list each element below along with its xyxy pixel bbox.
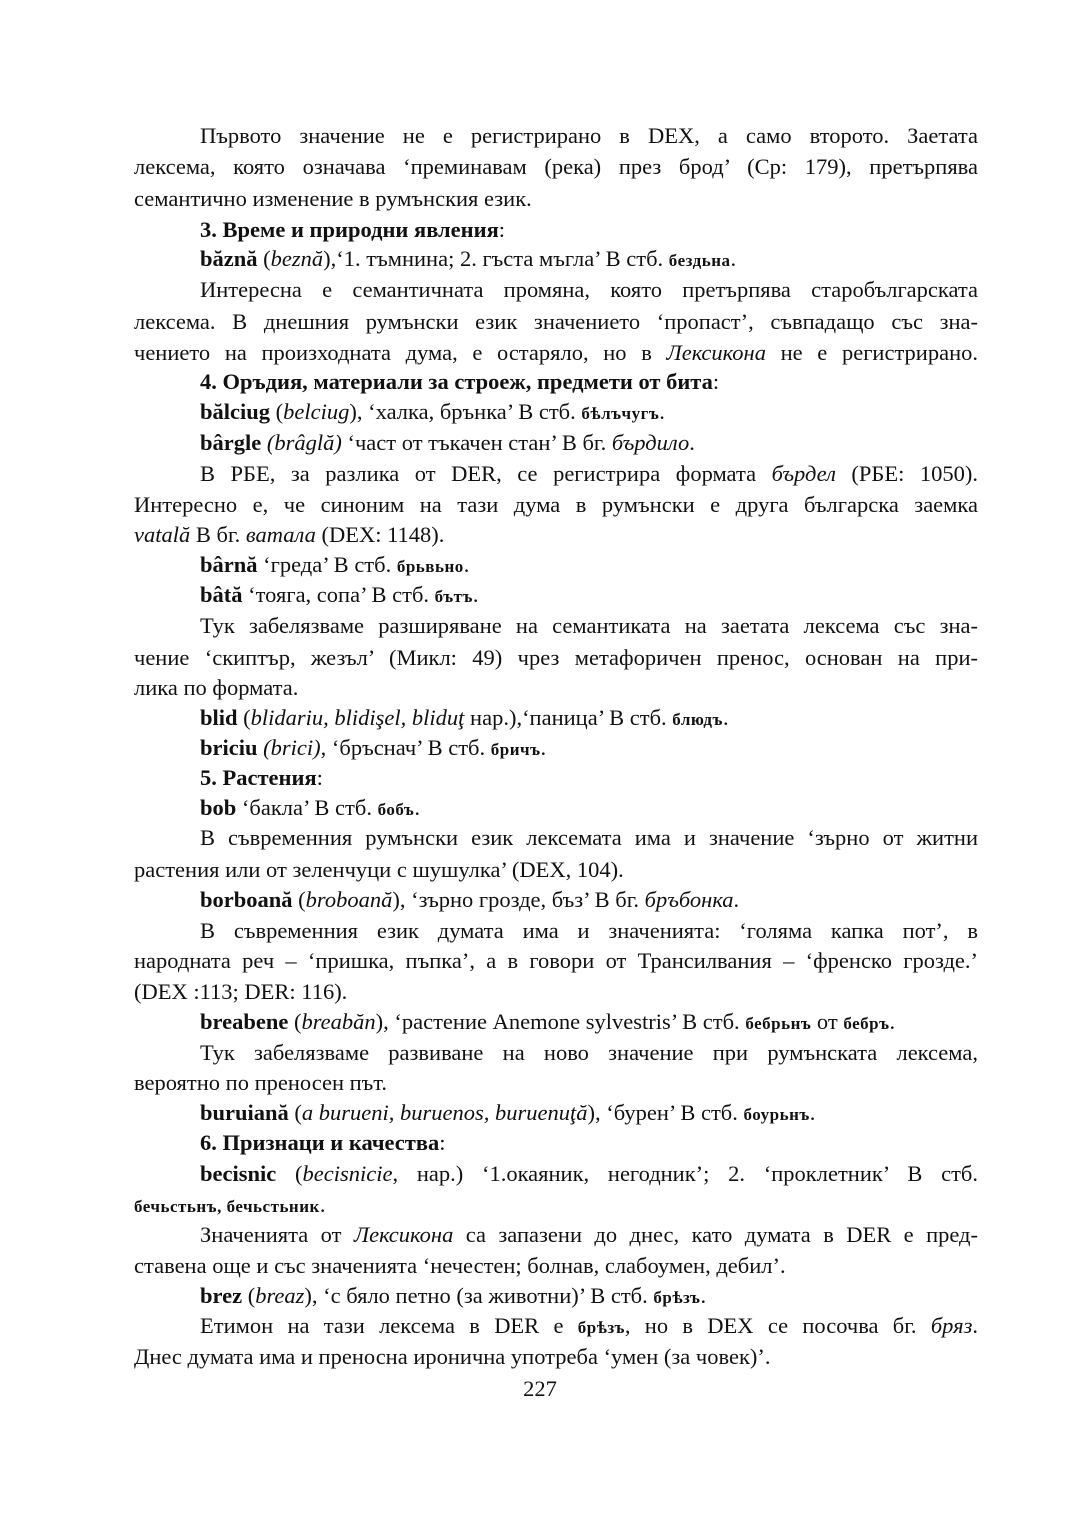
dictionary-entry bbox=[200, 1007, 978, 1037]
dictionary-entry bbox=[200, 428, 978, 458]
bold-text: breabene bbox=[200, 1009, 289, 1034]
text-segment: Първото значение не е регистрирано в DEX, а само второто. Заетата bbox=[200, 123, 978, 148]
text-segment: , но в DEX се посочва бг. bbox=[624, 1313, 931, 1338]
text-line bbox=[134, 643, 978, 673]
dictionary-entry bbox=[200, 1159, 978, 1189]
text-segment: В бг. bbox=[190, 522, 246, 547]
text-segment: В съвременния румънски език лексемата има и значение ‘зърно от житни bbox=[200, 825, 978, 850]
text-segment: са запазени до днес, като думата в DER е пред- bbox=[453, 1222, 978, 1247]
old-slavonic-word: боурьнъ bbox=[743, 1105, 810, 1124]
text-line bbox=[134, 338, 978, 368]
italic-text: бърдило bbox=[611, 430, 690, 455]
italic-text: becisnicie bbox=[302, 1161, 393, 1186]
bold-text: bârnă bbox=[200, 552, 258, 577]
text-segment: : bbox=[316, 765, 323, 790]
dictionary-entry bbox=[200, 793, 978, 823]
text-line bbox=[134, 977, 978, 1007]
dictionary-entry bbox=[200, 1281, 978, 1311]
italic-text: breabăn bbox=[301, 1009, 376, 1034]
text-segment: лексема. В днешния румънски език значението ‘пропаст’, съвпадащо със зна- bbox=[134, 309, 978, 334]
bold-text: 3. Време и природни явления bbox=[200, 217, 499, 242]
italic-text: (brâglă) bbox=[266, 430, 342, 455]
text-segment: от bbox=[811, 1009, 844, 1034]
text-segment: ( bbox=[270, 399, 284, 424]
text-segment: . bbox=[414, 795, 420, 820]
old-slavonic-word: бечьстьнъ, бечьстьник bbox=[134, 1197, 320, 1216]
bold-text: 6. Признаци и качества bbox=[200, 1130, 440, 1155]
text-line bbox=[200, 823, 978, 853]
old-slavonic-word: бричъ bbox=[490, 740, 541, 759]
bold-text: bârgle bbox=[200, 430, 262, 455]
italic-text: бряз bbox=[930, 1313, 973, 1338]
old-slavonic-word: бобъ bbox=[377, 800, 415, 819]
text-segment: . bbox=[700, 1283, 707, 1308]
text-segment: ), ‘с бяло петно (за животни)’ В стб. bbox=[304, 1283, 654, 1308]
text-segment: Интересно е, че синоним на тази дума в румънски е друга българска заемка bbox=[134, 492, 978, 517]
text-segment: . bbox=[689, 430, 695, 455]
text-line bbox=[134, 1190, 978, 1220]
text-segment: . bbox=[472, 582, 479, 607]
dictionary-entry bbox=[200, 885, 978, 915]
text-line bbox=[134, 520, 978, 550]
text-segment: (DEX :113; DER: 116). bbox=[134, 979, 348, 1004]
bold-text: buruiană bbox=[200, 1100, 289, 1125]
text-segment: ‘част от тъкачен стан’ В бг. bbox=[341, 430, 612, 455]
bold-text: bălciug bbox=[200, 399, 271, 424]
text-segment: : bbox=[712, 369, 720, 394]
text-line bbox=[200, 275, 978, 305]
text-segment: ставена още и със значенията ‘нечестен; болнав, слабоумен, дебил’. bbox=[134, 1253, 786, 1278]
text-segment: Тук забелязваме развиване на ново значение при румънската лексема, bbox=[200, 1040, 978, 1065]
text-line bbox=[134, 1068, 978, 1098]
text-segment: ( bbox=[237, 705, 251, 730]
old-slavonic-word: блюдъ bbox=[672, 710, 723, 729]
old-slavonic-word: бътъ bbox=[434, 587, 473, 606]
italic-text: Лексикона bbox=[666, 340, 766, 365]
text-segment: ( bbox=[257, 246, 271, 271]
text-segment: ),‘1. тъмнина; 2. гъста мъгла’ В стб. bbox=[323, 246, 669, 271]
section-heading bbox=[200, 367, 978, 397]
section-heading bbox=[200, 1128, 978, 1158]
italic-text: blidariu, blidişel, bliduţ bbox=[250, 705, 465, 730]
text-line bbox=[200, 459, 978, 489]
section-heading bbox=[200, 215, 978, 245]
text-segment: В РБЕ, за разлика от DER, се регистрира формата bbox=[200, 461, 772, 486]
text-segment: лика по формата. bbox=[134, 675, 299, 700]
bold-text: borboană bbox=[200, 887, 293, 912]
text-segment: . bbox=[659, 399, 665, 424]
text-segment: ( bbox=[242, 1283, 256, 1308]
text-line bbox=[134, 307, 978, 337]
text-segment: чението на произходната дума, е остаряло, но в bbox=[134, 340, 667, 365]
text-segment: Тук забелязваме разширяване на семантиката на заетата лексема със зна- bbox=[200, 613, 978, 638]
text-segment: ), ‘халка, брънка’ В стб. bbox=[349, 399, 582, 424]
old-slavonic-word: бебръ bbox=[843, 1014, 890, 1033]
text-segment: народната реч – ‘пришка, пъпка’, а в говори от Трансилвания – ‘френско грозде.’ bbox=[134, 948, 978, 973]
italic-text: broboană bbox=[305, 887, 393, 912]
text-line bbox=[134, 946, 978, 976]
text-segment: Интересна е семантичната промяна, която претърпява старобългарската bbox=[200, 277, 978, 302]
bold-text: 5. Растения bbox=[200, 765, 317, 790]
text-line bbox=[200, 1220, 978, 1250]
text-segment: ‘бакла’ В стб. bbox=[236, 795, 378, 820]
text-segment: вероятно по преносен път. bbox=[134, 1070, 388, 1095]
text-segment: ( bbox=[292, 887, 306, 912]
italic-text: бръбонка bbox=[644, 887, 734, 912]
text-segment: ), ‘растение Anemone sylvestris’ В стб. bbox=[375, 1009, 746, 1034]
text-segment: . bbox=[540, 735, 547, 760]
text-segment: . bbox=[730, 246, 737, 271]
italic-text: ватала bbox=[245, 522, 316, 547]
text-line bbox=[134, 490, 978, 520]
text-segment: чение ‘скиптър, жезъл’ (Микл: 49) чрез метафоричен пренос, основан на при- bbox=[134, 645, 978, 670]
italic-text: (brici) bbox=[263, 735, 321, 760]
bold-text: bob bbox=[200, 795, 237, 820]
bold-text: brez bbox=[200, 1283, 243, 1308]
text-line bbox=[134, 184, 978, 214]
text-segment: Значенията от bbox=[200, 1222, 354, 1247]
text-segment: В съвременния език думата има и значенията: ‘голяма капка пот’, в bbox=[200, 918, 978, 943]
italic-text: vatală bbox=[134, 522, 191, 547]
bold-text: blid bbox=[200, 705, 238, 730]
text-line bbox=[134, 152, 978, 182]
bold-text: 4. Оръдия, материали за строеж, предмети от бита bbox=[200, 369, 713, 394]
text-segment: не е регистрирано. bbox=[765, 340, 978, 365]
text-segment: Днес думата има и преносна иронична употреба ‘умен (за човек)’. bbox=[134, 1344, 771, 1369]
text-line bbox=[200, 916, 978, 946]
text-segment: ( bbox=[288, 1100, 302, 1125]
italic-text: Лексикона bbox=[353, 1222, 454, 1247]
old-slavonic-word: бездьна bbox=[668, 251, 731, 270]
old-slavonic-word: брѣзъ bbox=[653, 1288, 701, 1307]
italic-text: beznă bbox=[270, 246, 324, 271]
text-line bbox=[134, 855, 978, 885]
text-line bbox=[134, 1251, 978, 1281]
text-segment: ‘тояга, сопа’ В стб. bbox=[242, 582, 435, 607]
dictionary-entry bbox=[200, 733, 978, 763]
text-line bbox=[200, 611, 978, 641]
dictionary-entry bbox=[200, 1098, 978, 1128]
bold-text: briciu bbox=[200, 735, 258, 760]
text-line bbox=[200, 121, 978, 151]
dictionary-entry bbox=[200, 397, 978, 427]
text-segment: . bbox=[972, 1313, 978, 1338]
text-segment: , ‘бръснач’ В стб. bbox=[320, 735, 491, 760]
text-segment: ), ‘бурен’ В стб. bbox=[587, 1100, 744, 1125]
text-segment: . bbox=[733, 887, 740, 912]
text-segment: . bbox=[319, 1192, 326, 1217]
italic-text: belciug bbox=[283, 399, 350, 424]
bold-text: bâtă bbox=[200, 582, 243, 607]
text-segment: . bbox=[463, 552, 470, 577]
text-segment: семантично изменение в румънския език. bbox=[134, 186, 532, 211]
text-line bbox=[200, 1311, 978, 1341]
text-segment: ‘греда’ В стб. bbox=[257, 552, 397, 577]
dictionary-entry bbox=[200, 580, 978, 610]
page-number: 227 bbox=[523, 1376, 557, 1401]
old-slavonic-word: бебрьнъ bbox=[745, 1014, 812, 1033]
text-segment: . bbox=[722, 705, 729, 730]
text-line bbox=[200, 1038, 978, 1068]
text-segment: лексема, която означава ‘преминавам (река) през брод’ (Ср: 179), претърпява bbox=[134, 154, 978, 179]
old-slavonic-word: брѣзъ bbox=[577, 1318, 625, 1337]
italic-text: бърдел bbox=[771, 461, 836, 486]
section-heading bbox=[200, 763, 978, 793]
dictionary-entry bbox=[200, 550, 978, 580]
text-segment: ( bbox=[276, 1161, 303, 1186]
old-slavonic-word: бѣлъчугъ bbox=[581, 404, 660, 423]
dictionary-entry bbox=[200, 703, 978, 733]
text-segment: . bbox=[809, 1100, 816, 1125]
text-segment: нар.),‘паница’ В стб. bbox=[464, 705, 673, 730]
bold-text: băznă bbox=[200, 246, 258, 271]
text-segment: : bbox=[498, 217, 506, 242]
italic-text: breaz bbox=[255, 1283, 305, 1308]
text-line bbox=[134, 1342, 978, 1372]
italic-text: a burueni, buruenos, buruenuţă bbox=[301, 1100, 588, 1125]
text-segment: ), ‘зърно грозде, бъз’ В бг. bbox=[392, 887, 645, 912]
text-segment: , нар.) ‘1.окаяник, негодник’; 2. ‘проклетник’ В стб. bbox=[392, 1161, 978, 1186]
text-segment: (РБЕ: 1050). bbox=[835, 461, 978, 486]
text-line bbox=[134, 673, 978, 703]
text-segment: (DEX: 1148). bbox=[315, 522, 445, 547]
text-segment: растения или от зеленчуци с шушулка’ (DEX, 104). bbox=[134, 857, 624, 882]
old-slavonic-word: брьвьно bbox=[396, 557, 464, 576]
text-segment: ( bbox=[288, 1009, 302, 1034]
dictionary-entry bbox=[200, 244, 978, 274]
text-segment: : bbox=[439, 1130, 446, 1155]
text-segment: Етимон на тази лексема в DER е bbox=[200, 1313, 578, 1338]
bold-text: becisnic bbox=[200, 1161, 277, 1186]
text-segment: . bbox=[889, 1009, 896, 1034]
